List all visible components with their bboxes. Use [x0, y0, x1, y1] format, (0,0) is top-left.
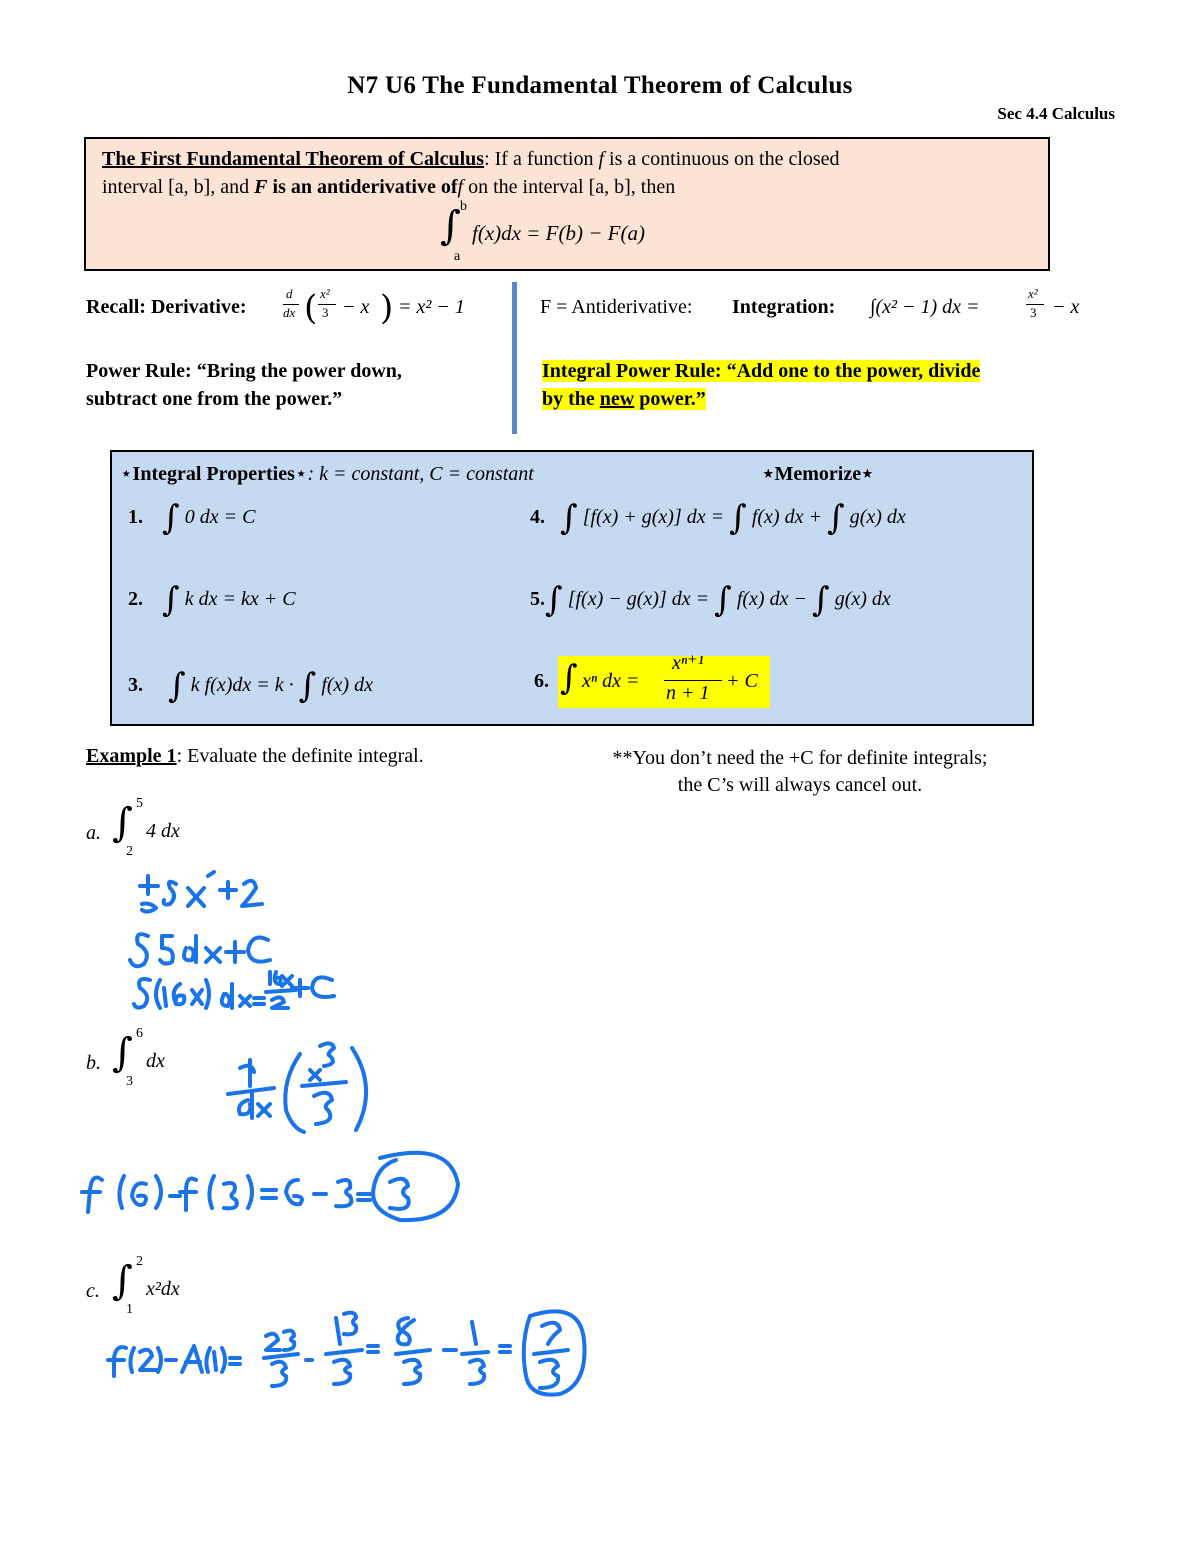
property-expr: 0 dx = C — [184, 506, 256, 528]
note-line: **You don’t need the +C for definite integrals; — [612, 747, 988, 769]
power-rule-line: Power Rule: “Bring the power down, — [86, 360, 402, 382]
recall-result: = x² − 1 — [398, 296, 465, 318]
integral-sign: ∫ — [112, 1030, 133, 1076]
ftc-heading: The First Fundamental Theorem of Calculus — [102, 148, 485, 170]
example-text: : Evaluate the definite integral. — [176, 745, 424, 767]
lower-limit: 2 — [126, 844, 133, 859]
property-expr: k f(x)dx = k · — [190, 674, 294, 696]
ipr-new: new — [599, 388, 635, 410]
ftc-text: : If a function — [484, 148, 599, 170]
integral-sign: ∫ — [298, 666, 317, 706]
memorize-label: ⋆Memorize⋆ — [762, 463, 874, 485]
upper-limit: 5 — [136, 796, 143, 811]
property-number: 2. — [128, 588, 143, 610]
property-expr: k dx = kx + C — [184, 588, 296, 610]
upper-limit: 6 — [136, 1026, 143, 1041]
paren-open: ( — [304, 288, 318, 328]
integral-sign: ∫ — [826, 498, 845, 538]
frac-den: n + 1 — [666, 682, 710, 704]
ftc-equation: f(x)dx = F(b) − F(a) — [472, 221, 645, 245]
ftc-F: F — [254, 176, 268, 198]
ftc-text: is a continuous on the closed — [604, 148, 840, 170]
integral-sign: ∫ — [112, 800, 133, 846]
handwriting-c — [108, 1311, 585, 1394]
integral-sign: ∫ — [112, 1258, 133, 1304]
integral-sign: ∫ — [560, 658, 578, 698]
handwriting-b — [82, 1043, 458, 1220]
ipr-text: power.” — [634, 388, 706, 410]
frac-num: x² — [320, 286, 330, 301]
example-label: Example 1 — [86, 745, 177, 767]
ftc-text: on the interval [a, b], then — [463, 176, 676, 198]
property-expr: [f(x) − g(x)] dx = — [567, 588, 710, 610]
property-expr: xⁿ dx = — [582, 670, 640, 692]
properties-title: Integral Properties — [132, 463, 295, 485]
property-expr: f(x) dx − — [736, 588, 807, 610]
property-number: 5. — [530, 588, 545, 610]
part-letter: c. — [86, 1280, 100, 1302]
property-expr: + C — [726, 670, 758, 692]
frac-den: 3 — [322, 305, 329, 320]
property-number: 1. — [128, 506, 143, 528]
integral-sign: ∫ — [168, 666, 186, 706]
recall-label: Recall: Derivative: — [86, 296, 247, 318]
property-expr: g(x) dx — [849, 506, 906, 528]
integral-sign: ∫ — [162, 580, 180, 620]
integrand: dx — [146, 1050, 165, 1072]
deriv-dx: dx — [283, 305, 296, 320]
ftc-bold: is an antiderivative of — [267, 176, 458, 198]
constant-k: : k = constant, — [307, 463, 430, 485]
recall-rest: − x — [342, 296, 370, 318]
anti-rest: − x — [1052, 296, 1080, 318]
lower-limit: 1 — [126, 1302, 133, 1317]
note-line: the C’s will always cancel out. — [677, 774, 923, 796]
integral-sign: ∫ — [714, 580, 732, 620]
property-number: 6. — [534, 670, 549, 692]
anti-integrand: ∫(x² − 1) dx = — [870, 296, 980, 318]
anti-prefix: F = Antiderivative: — [540, 296, 693, 318]
upper-limit: 2 — [136, 1254, 143, 1269]
ftc-text: interval [a, b], and — [102, 176, 255, 198]
integral-sign: ∫ — [560, 498, 578, 538]
upper-limit: b — [460, 199, 467, 214]
power-rule-line: subtract one from the power.” — [86, 388, 343, 410]
handwriting-a — [130, 872, 334, 1008]
ftc-f: f — [598, 148, 605, 170]
integral-sign: ∫ — [545, 580, 563, 620]
anti-label: Integration: — [732, 296, 836, 318]
paren-close: ) — [380, 288, 394, 328]
property-expr: [f(x) + g(x)] dx = — [582, 506, 725, 528]
page-title: N7 U6 The Fundamental Theorem of Calculus — [347, 72, 853, 99]
part-letter: b. — [86, 1052, 101, 1074]
property-expr: f(x) dx + — [751, 506, 822, 528]
property-expr: g(x) dx — [834, 588, 891, 610]
property-number: 4. — [530, 506, 545, 528]
frac-num: x² — [1028, 286, 1038, 301]
integral-sign: ∫ — [440, 203, 461, 249]
part-letter: a. — [86, 822, 101, 844]
ipr-text: by the — [542, 388, 600, 410]
frac-den: 3 — [1030, 305, 1037, 320]
constant-c: C = constant — [429, 463, 534, 485]
ftc-f: f — [457, 176, 464, 198]
lower-limit: a — [454, 249, 461, 264]
integral-sign: ∫ — [729, 498, 747, 538]
lower-limit: 3 — [126, 1074, 133, 1089]
property-expr: f(x) dx — [321, 674, 373, 696]
star-icon: ⋆ — [294, 463, 308, 485]
frac-num: xⁿ⁺¹ — [672, 652, 704, 674]
integral-sign: ∫ — [811, 580, 830, 620]
integrand: x²dx — [146, 1278, 180, 1300]
deriv-d: d — [286, 286, 293, 301]
integral-sign: ∫ — [162, 498, 180, 538]
property-number: 3. — [128, 674, 143, 696]
section-label: Sec 4.4 Calculus — [997, 104, 1115, 123]
integral-power-rule-line: Integral Power Rule: “Add one to the power, divide — [542, 360, 981, 382]
star-icon: ⋆ — [120, 463, 133, 485]
integrand: 4 dx — [146, 820, 180, 842]
